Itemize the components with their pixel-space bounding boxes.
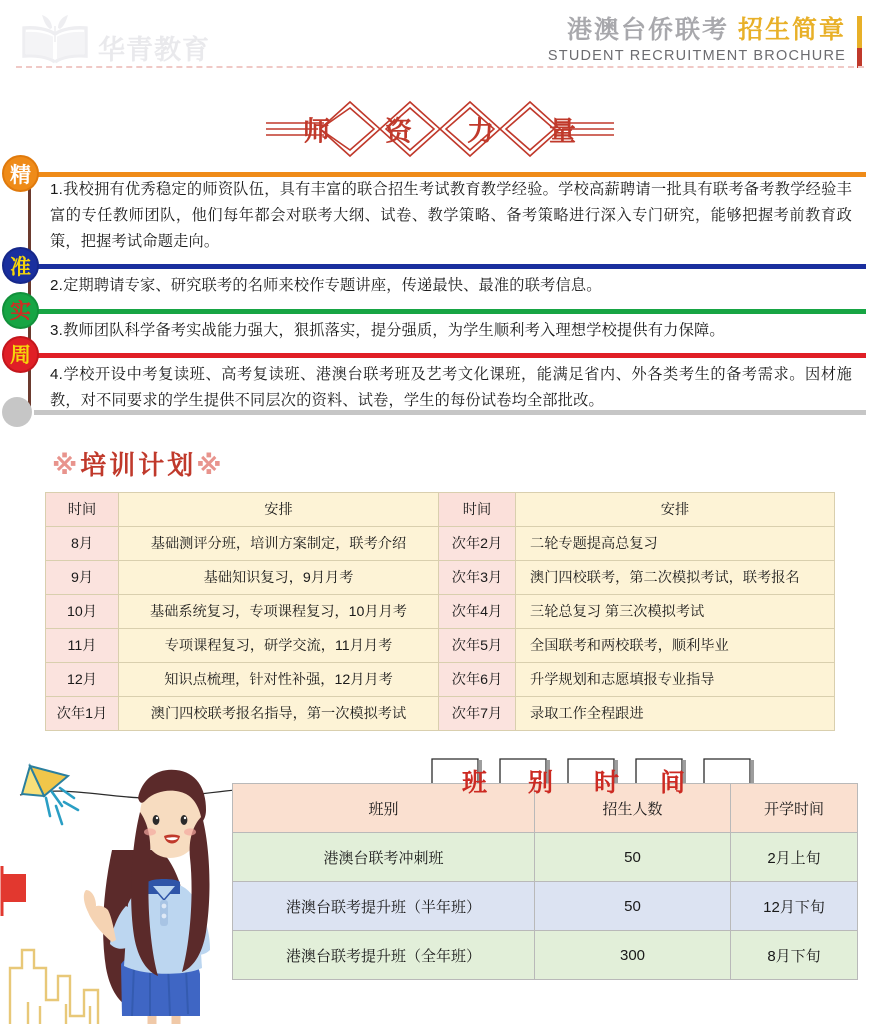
feature-item-4 <box>10 344 856 423</box>
brand-name: 华青教育 <box>98 35 210 65</box>
faculty-features-list <box>0 163 880 423</box>
training-plan-table-wrap <box>45 492 835 731</box>
cell-time: 9月 <box>46 560 119 594</box>
col-header-class: 班别 <box>233 784 535 833</box>
col-header-plan-1: 安排 <box>119 492 439 526</box>
feature-rule-3 <box>28 309 866 314</box>
city-skyline-icon <box>10 950 98 1024</box>
feature-rule-2 <box>28 264 866 269</box>
cell-time: 8月 <box>46 526 119 560</box>
feature-badge-zhun: 准 <box>2 247 39 284</box>
cell-start-time: 2月上旬 <box>731 833 858 882</box>
section-banner-title <box>303 110 577 149</box>
class-banner-char-1: 班 <box>462 768 489 797</box>
banner-char-2: 资 <box>385 116 413 147</box>
col-header-time-1: 时间 <box>46 492 119 526</box>
cell-time: 次年1月 <box>46 696 119 730</box>
feature-item-2 <box>10 255 856 308</box>
cell-quota: 300 <box>535 931 731 980</box>
cell-class-name: 港澳台联考提升班（全年班） <box>233 931 535 980</box>
cell-time-2: 次年3月 <box>439 560 516 594</box>
cell-time-2: 次年4月 <box>439 594 516 628</box>
col-header-time-2: 时间 <box>439 492 516 526</box>
class-schedule-table <box>232 783 858 980</box>
table-row <box>46 594 835 628</box>
student-girl-illustration <box>0 754 235 1024</box>
class-banner-char-4: 间 <box>660 768 687 797</box>
table-row <box>233 882 858 931</box>
class-banner-char-2: 别 <box>528 768 555 797</box>
table-row <box>46 662 835 696</box>
cell-class-name: 港澳台联考提升班（半年班） <box>233 882 535 931</box>
header-accent-bar <box>857 16 862 68</box>
banner-char-4: 量 <box>549 116 577 147</box>
table-row <box>46 696 835 730</box>
cell-plan: 澳门四校联考报名指导，第一次模拟考试 <box>119 696 439 730</box>
col-header-quota: 招生人数 <box>535 784 731 833</box>
training-plan-table <box>45 492 835 731</box>
banner-char-3: 力 <box>467 116 495 147</box>
section-banner-faculty <box>0 98 880 160</box>
cell-plan-2: 录取工作全程跟进 <box>516 696 835 730</box>
cell-plan: 基础系统复习，专项课程复习，10月月考 <box>119 594 439 628</box>
page-header <box>0 0 880 78</box>
cell-time-2: 次年6月 <box>439 662 516 696</box>
table-row <box>233 833 858 882</box>
header-title-brochure: 招生简章 <box>737 16 846 44</box>
cell-plan: 基础测评分班，培训方案制定，联考介绍 <box>119 526 439 560</box>
header-title-cn <box>548 16 846 45</box>
cell-plan-2: 三轮总复习 第三次模拟考试 <box>516 594 835 628</box>
cell-time: 10月 <box>46 594 119 628</box>
header-title-block <box>548 16 846 64</box>
table-header-row <box>46 492 835 526</box>
cell-time-2: 次年5月 <box>439 628 516 662</box>
cell-quota: 50 <box>535 882 731 931</box>
cell-plan-2: 二轮专题提高总复习 <box>516 526 835 560</box>
timeline-end-rule <box>34 410 866 415</box>
feature-rule-4 <box>28 353 866 358</box>
feature-rule-1 <box>28 172 866 177</box>
cell-start-time: 12月下旬 <box>731 882 858 931</box>
heading-mark-left: ※ <box>52 449 81 480</box>
header-title-exam: 港澳台侨联考 <box>567 16 730 44</box>
class-banner-char-3: 时 <box>594 768 621 797</box>
cell-class-name: 港澳台联考冲刺班 <box>233 833 535 882</box>
feature-item-1 <box>10 163 856 264</box>
feature-badge-jing: 精 <box>2 155 39 192</box>
brand-logo <box>18 12 210 68</box>
heading-label: 培训计划 <box>80 449 197 480</box>
class-schedule-table-wrap <box>232 783 858 980</box>
feature-badge-shi: 实 <box>2 292 39 329</box>
cell-plan: 基础知识复习，9月月考 <box>119 560 439 594</box>
class-banner-title <box>462 763 686 799</box>
feature-text-3: 3.教师团队科学备考实战能力强大，狠抓落实，提分强质，为学生顺利考入理想学校提供有力保障。 <box>50 321 725 339</box>
table-row <box>46 526 835 560</box>
training-plan-heading <box>52 445 880 482</box>
timeline-end-dot <box>2 397 32 427</box>
cell-time-2: 次年2月 <box>439 526 516 560</box>
table-row <box>233 931 858 980</box>
feature-text-1: 1.我校拥有优秀稳定的师资队伍，具有丰富的联合招生考试教育教学经验。学校高薪聘请一批具有联考备考教学经验丰富的专任教师团队，他们每年都会对联考大纲、试卷、教学策略、备考策略进行深入专门研究，能够把握考前教育政策，把握考试命题走向。 <box>50 181 852 251</box>
red-flag-icon <box>2 874 26 902</box>
feature-badge-zhou: 周 <box>2 336 39 373</box>
cell-start-time: 8月下旬 <box>731 931 858 980</box>
feature-item-3 <box>10 300 856 353</box>
heading-mark-right: ※ <box>196 449 225 480</box>
cell-quota: 50 <box>535 833 731 882</box>
cell-plan: 知识点梳理，针对性补强，12月月考 <box>119 662 439 696</box>
kite-icon <box>22 766 78 824</box>
banner-char-1: 师 <box>303 116 331 147</box>
cell-plan-2: 升学规划和志愿填报专业指导 <box>516 662 835 696</box>
table-row <box>46 628 835 662</box>
header-title-en: STUDENT RECRUITMENT BROCHURE <box>547 47 846 64</box>
feature-text-2: 2.定期聘请专家、研究联考的名师来校作专题讲座，传递最快、最准的联考信息。 <box>50 277 602 295</box>
cell-plan: 专项课程复习，研学交流，11月月考 <box>119 628 439 662</box>
girl-figure <box>84 770 210 1024</box>
cell-time: 11月 <box>46 628 119 662</box>
feature-text-4: 4.学校开设中考复读班、高考复读班、港澳台联考班及艺考文化课班，能满足省内、外各类考生的备考需求。因材施教，对不同要求的学生提供不同层次的资料、试卷，学生的每份试卷均全部批改。 <box>50 365 852 409</box>
cell-time: 12月 <box>46 662 119 696</box>
cell-plan-2: 澳门四校联考，第二次模拟考试，联考报名 <box>516 560 835 594</box>
col-header-start: 开学时间 <box>731 784 858 833</box>
header-divider <box>16 66 864 68</box>
table-row <box>46 560 835 594</box>
cell-plan-2: 全国联考和两校联考，顺利毕业 <box>516 628 835 662</box>
open-book-sprout-icon <box>18 12 92 68</box>
col-header-plan-2: 安排 <box>516 492 835 526</box>
cell-time-2: 次年7月 <box>439 696 516 730</box>
